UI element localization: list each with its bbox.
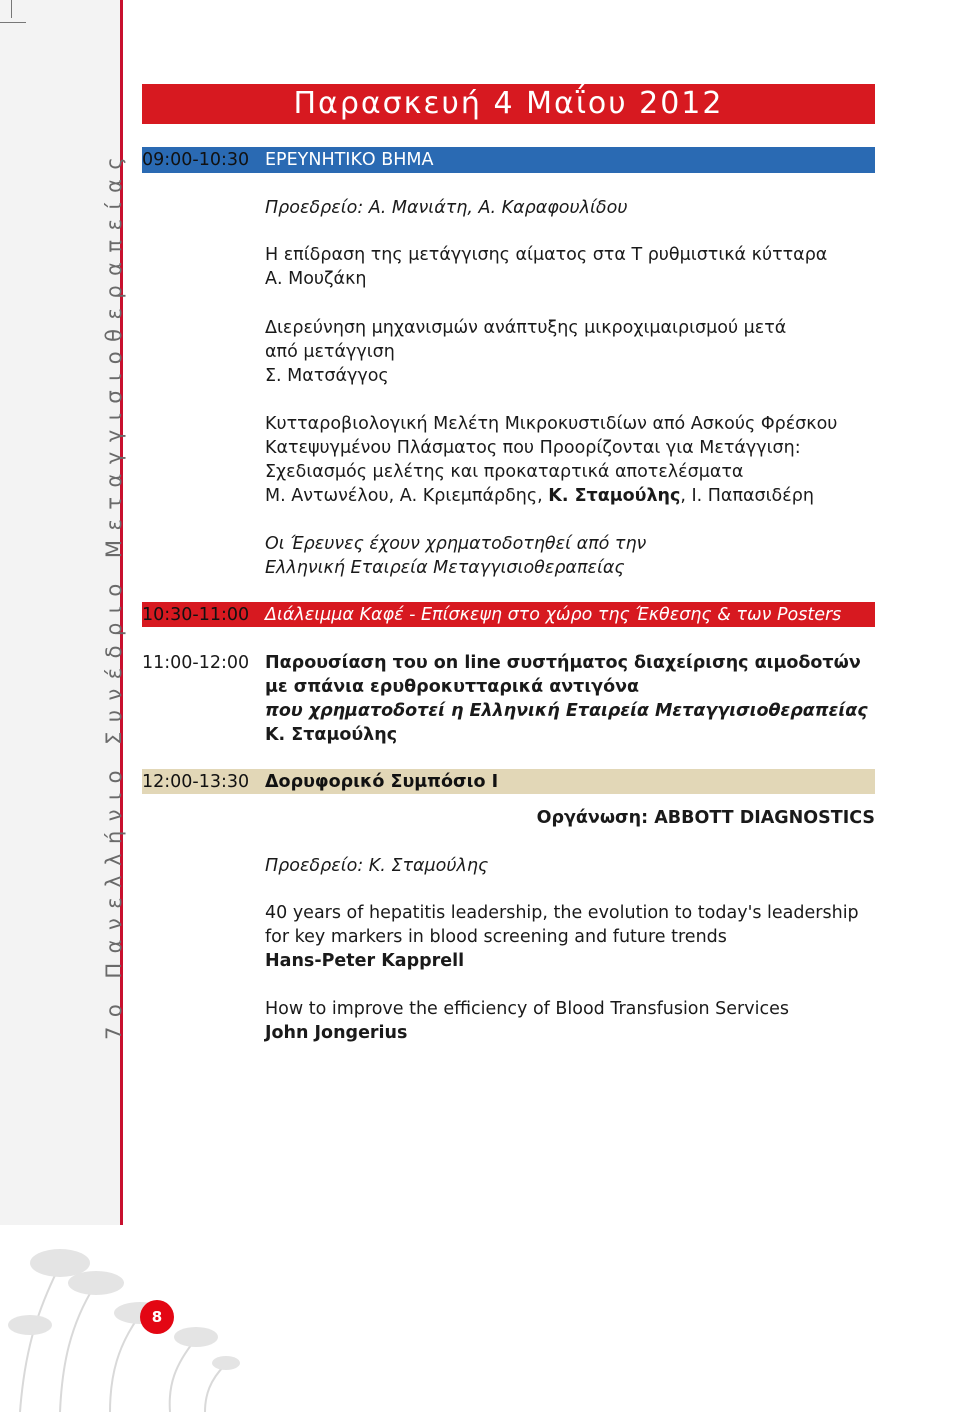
funding-note: Οι Έρευνες έχουν χρηματοδοτηθεί από την	[265, 534, 647, 554]
funding-note: Ελληνική Εταιρεία Μεταγγισιοθεραπείας	[265, 558, 625, 578]
talk-author: Α. Μουζάκη	[265, 269, 367, 289]
talk-title-line: από μετάγγιση	[265, 342, 395, 362]
session1-bar	[142, 147, 875, 173]
author-names: Μ. Αντωνέλου, Α. Κριεμπάρδης,	[265, 486, 549, 506]
author-highlight: Κ. Σταμούλης	[548, 486, 681, 506]
session3-organizer: Οργάνωση: ABBOTT DIAGNOSTICS	[536, 808, 875, 828]
break-bar	[142, 602, 875, 627]
day-header: Παρασκευή 4 Μαΐου 2012	[142, 84, 875, 124]
session3-title: Δορυφορικό Συμπόσιο Ι	[265, 772, 499, 792]
talk-author: John Jongerius	[265, 1023, 408, 1043]
conference-vertical-title: 7ο Πανελλήνιο Συνέδριο Μεταγγισιοθεραπείας	[102, 147, 126, 1040]
session1-time: 09:00-10:30	[142, 150, 250, 170]
page-number-badge: 8	[140, 1300, 174, 1334]
session1-title: ΕΡΕΥΝΗΤΙΚΟ ΒΗΜΑ	[265, 150, 434, 170]
session2-title-line: με σπάνια ερυθροκυτταρικά αντιγόνα	[265, 677, 640, 697]
talk-title-line: Κατεψυγμένου Πλάσματος που Προορίζονται για Μετάγγιση:	[265, 438, 801, 458]
talk-title-line: 40 years of hepatitis leadership, the evolution to today's leadership	[265, 903, 859, 923]
crop-mark	[11, 0, 12, 18]
talk-title-line: Η επίδραση της μετάγγισης αίματος στα Τ ρυθμιστικά κύτταρα	[265, 245, 828, 265]
talk-authors	[265, 484, 814, 508]
session3-bar	[142, 769, 875, 794]
talk-author: Σ. Ματσάγγος	[265, 366, 389, 386]
crop-mark	[0, 22, 26, 23]
talk-title-line: Κυτταροβιολογική Μελέτη Μικροκυστιδίων από Ασκούς Φρέσκου	[265, 414, 838, 434]
break-title: Διάλειμμα Καφέ - Επίσκεψη στο χώρο της Έκθεσης & των Posters	[265, 605, 842, 625]
session2-sponsor: που χρηματοδοτεί η Ελληνική Εταιρεία Μεταγγισιοθεραπείας	[265, 701, 868, 721]
talk-title-line: Σχεδιασμός μελέτης και προκαταρτικά αποτελέσματα	[265, 462, 744, 482]
talk-title-line: How to improve the efficiency of Blood Transfusion Services	[265, 999, 789, 1019]
decorative-flowers-image	[0, 1225, 240, 1412]
break-time: 10:30-11:00	[142, 605, 250, 625]
session1-chairs: Προεδρείο: Α. Μανιάτη, Α. Καραφουλίδου	[265, 198, 628, 218]
talk-author: Hans-Peter Kapprell	[265, 951, 465, 971]
session2-title-line: Παρουσίαση του on line συστήματος διαχείρισης αιμοδοτών	[265, 653, 861, 673]
author-names: , Ι. Παπασιδέρη	[680, 486, 814, 506]
session3-chairs: Προεδρείο: Κ. Σταμούλης	[265, 856, 489, 876]
session2-author: Κ. Σταμούλης	[265, 725, 398, 745]
talk-title-line: for key markers in blood screening and future trends	[265, 927, 727, 947]
session3-time: 12:00-13:30	[142, 772, 250, 792]
session2-time: 11:00-12:00	[142, 653, 250, 673]
talk-title-line: Διερεύνηση μηχανισμών ανάπτυξης μικροχιμαιρισμού μετά	[265, 318, 787, 338]
